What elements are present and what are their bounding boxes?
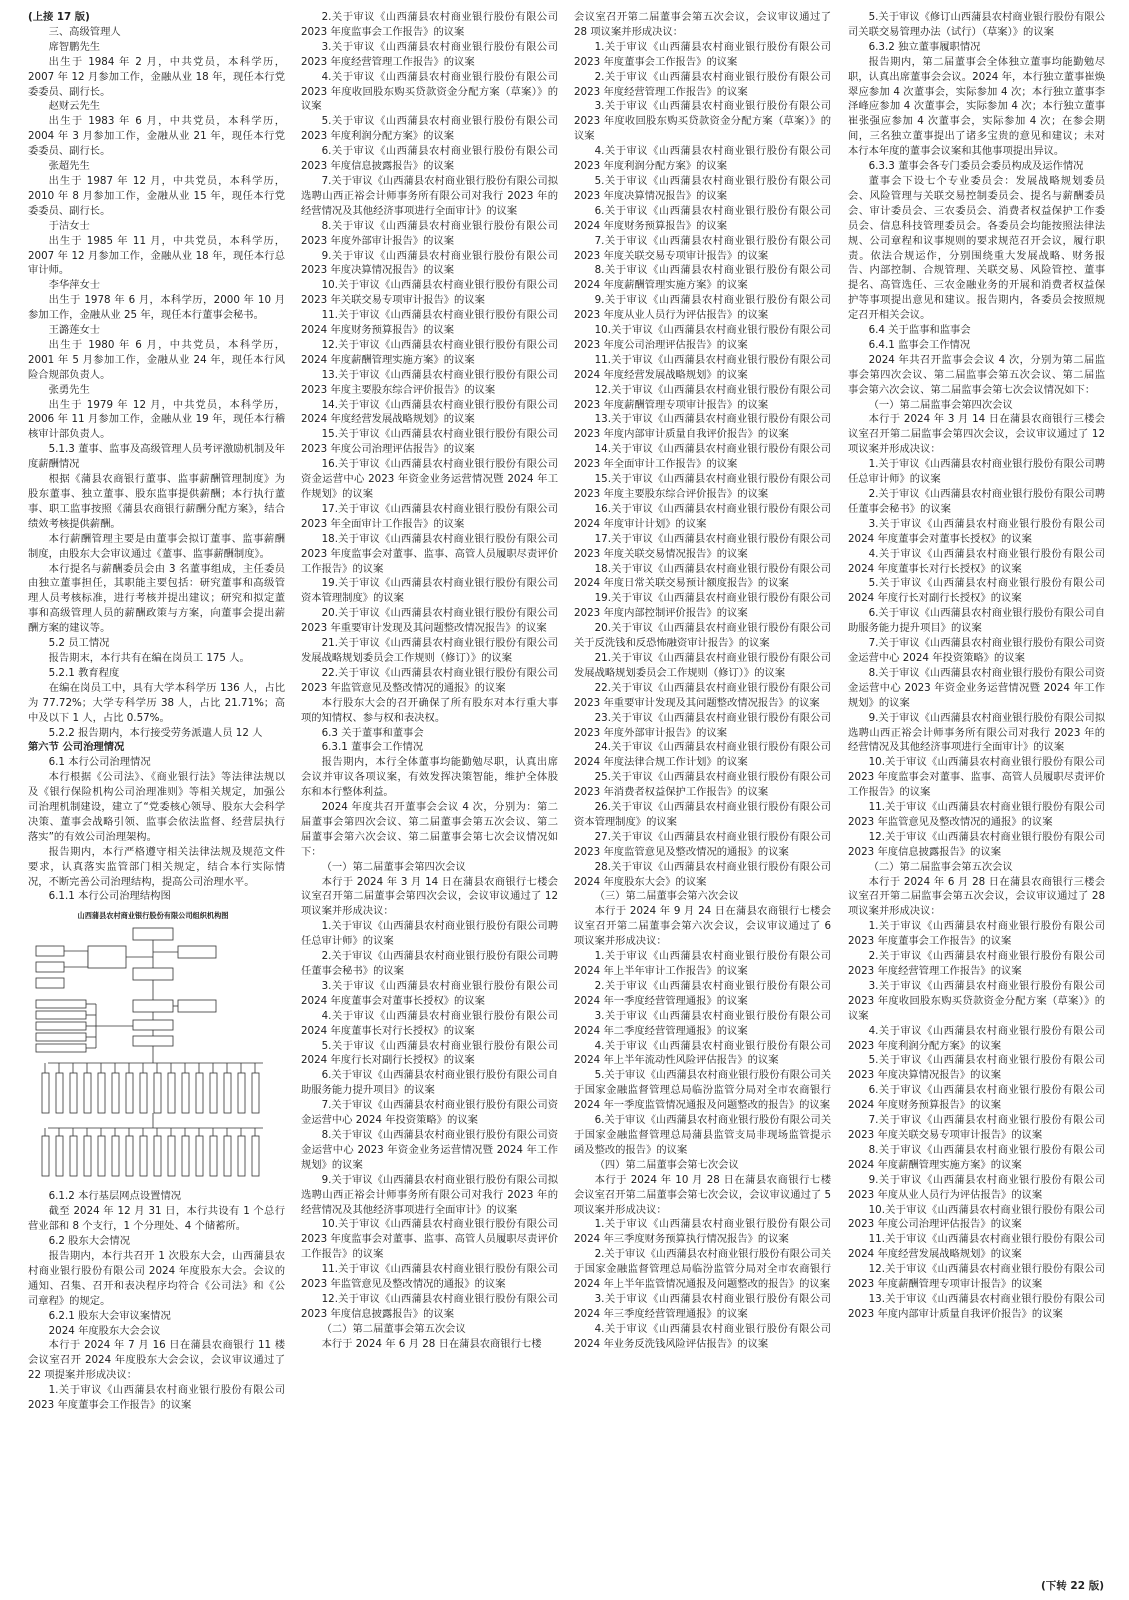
paragraph: 2.关于审议《山西蒲县农村商业银行股份有限公司聘任董事会秘书》的议案 bbox=[301, 950, 558, 977]
org-box-committee bbox=[36, 1000, 86, 1008]
paragraph: 8.关于审议《山西蒲县农村商业银行股份有限公司资金运营中心 2023 年资金业务运营情况暨 2024 年工作规划》的议案 bbox=[848, 666, 1105, 709]
paragraph: 本行于 2024 年 3 月 14 日在蒲县农商银行七楼会议室召开第二届董事会第四次会议，会议审议通过了 12 项议案并形成决议： bbox=[301, 875, 558, 918]
org-box-department bbox=[224, 1073, 231, 1113]
paragraph: 出生于 1978 年 6 月，本科学历，2000 年 10 月参加工作，金融从业 25 年，现任本行董事会秘书。 bbox=[28, 294, 285, 322]
newspaper-page bbox=[28, 10, 1106, 1580]
paragraph: 董事会下设七个专业委员会：发展战略规划委员会、风险管理与关联交易控制委员会、提名与薪酬委员会、审计委员会、三农委员会、消费者权益保护工作委员会、信息科技管理委员会。各委员会均能按照法律法规、公司章程和议事规则的要求规范召开会议，履行职责。依法合规运作，分别围绕重大发展战略、财务报告、内部控制、合规管理、关联交易、风险管控、董事提名、高管选任、三农金融业务的开展和消费者权益保护等事项提出意见和建议。报告期内，各委员会按照规定召开相关会议。 bbox=[848, 174, 1105, 322]
paragraph: 9.关于审议《山西蒲县农村商业银行股份有限公司拟选聘山西正裕会计师事务所有限公司对我行 2023 年的经营情况及其他经济事项进行全面审计》的议案 bbox=[848, 711, 1105, 754]
paragraph: 7.关于审议《山西蒲县农村商业银行股份有限公司资金运营中心 2024 年投资策略》的议案 bbox=[301, 1099, 558, 1127]
paragraph: 12.关于审议《山西蒲县农村商业银行股份有限公司 2023 年度信息披露报告》的议案 bbox=[301, 1292, 558, 1320]
paragraph: 5.关于审议《山西蒲县农村商业银行股份有限公司 2024 年度行长对副行长授权》的议案 bbox=[301, 1039, 558, 1067]
paragraph: 10.关于审议《山西蒲县农村商业银行股份有限公司 2023 年度公司治理评估报告》的议案 bbox=[574, 324, 831, 351]
org-box-branch bbox=[182, 1136, 189, 1176]
org-box-branch bbox=[168, 1136, 175, 1176]
paragraph: 2024 年共召开监事会会议 4 次，分别为第二届监事会第四次会议、第二届监事会第五次会议、第二届监事会第六次会议、第二届监事会第七次会议情况如下： bbox=[848, 353, 1105, 396]
org-box-department bbox=[210, 1073, 217, 1113]
org-box-branch bbox=[140, 1136, 147, 1176]
paragraph: 6.3.3 董事会各专门委员会委员构成及运作情况 bbox=[868, 160, 1084, 173]
org-box-committee bbox=[36, 1022, 86, 1030]
org-box-department bbox=[140, 1073, 147, 1113]
paragraph: 10.关于审议《山西蒲县农村商业银行股份有限公司 2023 年度监事会对董事、监事、高管人员履职尽责评价工作报告》的议案 bbox=[848, 756, 1105, 799]
paragraph: 25.关于审议《山西蒲县农村商业银行股份有限公司 2023 年消费者权益保护工作报告》的议案 bbox=[574, 771, 831, 799]
org-box-president bbox=[133, 1000, 173, 1012]
paragraph: 1.关于审议《山西蒲县农村商业银行股份有限公司 2023 年度董事会工作报告》的议案 bbox=[848, 920, 1105, 948]
org-box-supervisory bbox=[178, 946, 216, 958]
paragraph: 2.关于审议《山西蒲县农村商业银行股份有限公司 2024 年一季度经营管理通报》的议案 bbox=[574, 979, 831, 1007]
paragraph: 15.关于审议《山西蒲县农村商业银行股份有限公司 2023 年度主要股东综合评价报告》的议案 bbox=[574, 473, 831, 500]
paragraph: 2.关于审议《山西蒲县农村商业银行股份有限公司 2023 年度经营管理工作报告》的议案 bbox=[574, 70, 831, 98]
org-box-department bbox=[98, 1073, 105, 1113]
paragraph: 13.关于审议《山西蒲县农村商业银行股份有限公司 2023 年度内部审计质量自我评价报告》的议案 bbox=[848, 1292, 1105, 1320]
paragraph: 11.关于审议《山西蒲县农村商业银行股份有限公司 2023 年监管意见及整改情况的通报》的议案 bbox=[301, 1263, 558, 1291]
paragraph: 张勇先生 bbox=[48, 383, 90, 396]
paragraph: 报告期内，第二届董事会全体独立董事均能勤勉尽职，认真出席董事会会议。2024 年，本行独立董事崔焕翠应参加 4 次董事会，实际参加 4 次；本行独立董事李泽峰应参加 4 次董事会，实际参加 4 次；本行独立董事崔张强应参加 4 次董事会，实际参加 4 次；在参会期间，三名独立董事提出了诸多宝贵的意见和建议；未对本行本年度的董事会议案和其他事项提出异议。 bbox=[848, 55, 1105, 158]
paragraph: 赵财云先生 bbox=[48, 100, 101, 113]
paragraph: 4.关于审议《山西蒲县农村商业银行股份有限公司 2024 年度董事长对行长授权》的议案 bbox=[301, 1009, 558, 1037]
paragraph: 24.关于审议《山西蒲县农村商业银行股份有限公司 2024 年度法律合规工作计划》的议案 bbox=[574, 741, 831, 769]
paragraph: 本行于 2024 年 6 月 28 日在蒲县农商银行七楼 bbox=[321, 1337, 542, 1350]
org-box-department bbox=[252, 1073, 259, 1113]
paragraph: 10.关于审议《山西蒲县农村商业银行股份有限公司 2023 年度公司治理评估报告》的议案 bbox=[848, 1203, 1105, 1231]
paragraph: 23.关于审议《山西蒲县农村商业银行股份有限公司 2023 年度外部审计报告》的议案 bbox=[574, 711, 831, 739]
continued-from-note: (上接 17 版) bbox=[28, 11, 90, 23]
org-box-branch bbox=[84, 1136, 91, 1176]
paragraph: 1.关于审议《山西蒲县农村商业银行股份有限公司 2024 年三季度财务预算执行情况报告》的议案 bbox=[574, 1218, 831, 1246]
org-box-secretary bbox=[178, 1000, 216, 1012]
paragraph: 4.关于审议《山西蒲县农村商业银行股份有限公司 2024 年业务反洗钱风险评估报告》的议案 bbox=[574, 1322, 831, 1350]
paragraph: 7.关于审议《山西蒲县农村商业银行股份有限公司 2023 年度关联交易专项审计报告》的议案 bbox=[574, 234, 831, 262]
paragraph: 出生于 1979 年 12 月，中共党员，本科学历，2006 年 11 月参加工作，金融从业 19 年，现任本行稽核审计部负责人。 bbox=[28, 398, 285, 441]
paragraph: 14.关于审议《山西蒲县农村商业银行股份有限公司 2023 年全面审计工作报告》的议案 bbox=[574, 443, 831, 471]
org-box-committee bbox=[36, 1011, 86, 1019]
paragraph: 报告期内，本行共召开 1 次股东大会，山西蒲县农村商业银行股份有限公司 2024 年度股东大会。会议的通知、召集、召开和表决程序均符合《公司法》和《公司章程》的规定。 bbox=[28, 1250, 285, 1307]
paragraph: 本行于 2024 年 7 月 16 日在蒲县农商银行 11 楼会议室召开 2024 年度股东大会会议，会议审议通过了 22 项提案并形成决议： bbox=[28, 1339, 285, 1382]
paragraph: 27.关于审议《山西蒲县农村商业银行股份有限公司 2023 年度监管意见及整改情况的通报》的议案 bbox=[574, 830, 831, 858]
paragraph: 3.关于审议《山西蒲县农村商业银行股份有限公司 2024 年二季度经营管理通报》的议案 bbox=[574, 1009, 831, 1037]
org-box-department bbox=[56, 1073, 63, 1113]
paragraph: 4.关于审议《山西蒲县农村商业银行股份有限公司 2024 年度董事长对行长授权》的议案 bbox=[848, 547, 1105, 575]
paragraph: 11.关于审议《山西蒲县农村商业银行股份有限公司 2024 年度经营发展战略规划》的议案 bbox=[848, 1233, 1105, 1261]
paragraph: 4.关于审议《山西蒲县农村商业银行股份有限公司 2023 年度利润分配方案》的议案 bbox=[574, 145, 831, 173]
org-box-committee bbox=[36, 1033, 86, 1041]
org-box-branch bbox=[196, 1136, 203, 1176]
org-box-branch bbox=[210, 1136, 217, 1176]
paragraph: 14.关于审议《山西蒲县农村商业银行股份有限公司 2024 年度经营发展战略规划》的议案 bbox=[301, 398, 558, 426]
paragraph: 6.关于审议《山西蒲县农村商业银行股份有限公司关于国家金融监督管理总局蒲县监管支局非现场监管提示函及整改的报告》的议案 bbox=[574, 1114, 831, 1156]
paragraph: 6.2 股东大会情况 bbox=[48, 1235, 131, 1248]
paragraph: 本行股东大会的召开确保了所有股东对本行重大事项的知情权、参与权和表决权。 bbox=[301, 696, 558, 724]
paragraph: 3.关于审议《山西蒲县农村商业银行股份有限公司 2023 年度经营管理工作报告》的议案 bbox=[301, 40, 558, 68]
paragraph: 6.1.2 本行基层网点设置情况 bbox=[48, 1190, 182, 1203]
paragraph: 席智鹏先生 bbox=[48, 40, 101, 53]
paragraph: 26.关于审议《山西蒲县农村商业银行股份有限公司资本管理制度》的议案 bbox=[574, 801, 831, 828]
paragraph: 5.关于审议《山西蒲县农村商业银行股份有限公司 2024 年度行长对副行长授权》的议案 bbox=[848, 577, 1105, 605]
paragraph: （三）第二届董事会第六次会议 bbox=[594, 890, 739, 903]
paragraph: 1.关于审议《山西蒲县农村商业银行股份有限公司聘任总审计师》的议案 bbox=[848, 458, 1105, 486]
paragraph: 根据《蒲县农商银行董事、监事薪酬管理制度》为股东董事、独立董事、股东监事提供薪酬；本行执行董事、职工监事按照《蒲县农商银行薪酬分配方案》，结合绩效考核提供薪酬。 bbox=[28, 473, 285, 530]
paragraph: 18.关于审议《山西蒲县农村商业银行股份有限公司 2024 年度日常关联交易预计额度报告》的议案 bbox=[574, 562, 831, 590]
paragraph: 本行于 2024 年 9 月 24 日在蒲县农商银行七楼会议室召开第二届董事会第六次会议，会议审议通过了 6 项议案并形成决议： bbox=[574, 905, 831, 948]
paragraph: 6.关于审议《山西蒲县农村商业银行股份有限公司 2023 年度信息披露报告》的议案 bbox=[301, 145, 558, 173]
paragraph: 8.关于审议《山西蒲县农村商业银行股份有限公司 2024 年度薪酬管理实施方案》的议案 bbox=[848, 1143, 1105, 1171]
org-chart bbox=[28, 908, 278, 1183]
paragraph: 11.关于审议《山西蒲县农村商业银行股份有限公司 2024 年度财务预算报告》的议案 bbox=[301, 309, 558, 337]
paragraph: 2.关于审议《山西蒲县农村商业银行股份有限公司 2023 年度监事会工作报告》的议案 bbox=[301, 11, 558, 38]
paragraph: 6.3.2 独立董事履职情况 bbox=[868, 40, 981, 53]
paragraph: 7.关于审议《山西蒲县农村商业银行股份有限公司 2023 年度关联交易专项审计报告》的议案 bbox=[848, 1114, 1105, 1141]
paragraph: 9.关于审议《山西蒲县农村商业银行股份有限公司 2023 年度决算情况报告》的议案 bbox=[301, 249, 558, 277]
paragraph: 21.关于审议《山西蒲县农村商业银行股份有限公司发展战略规划委员会工作规则（修订）》的议案 bbox=[301, 637, 558, 664]
org-box-department bbox=[42, 1073, 49, 1113]
paragraph: 6.关于审议《山西蒲县农村商业银行股份有限公司自助服务能力提升项目》的议案 bbox=[848, 607, 1105, 635]
org-box-department bbox=[154, 1073, 161, 1113]
column-2 bbox=[301, 10, 558, 1580]
org-box-department bbox=[112, 1073, 119, 1113]
org-box-left-c bbox=[36, 978, 64, 988]
paragraph: 三、高级管理人 bbox=[48, 25, 121, 38]
paragraph: 报告期末，本行共有在编在岗员工 175 人。 bbox=[48, 651, 250, 664]
org-box-committee bbox=[36, 1044, 86, 1052]
paragraph: 5.2.1 教育程度 bbox=[48, 666, 120, 679]
paragraph: 2.关于审议《山西蒲县农村商业银行股份有限公司聘任董事会秘书》的议案 bbox=[848, 488, 1105, 515]
org-box-department bbox=[168, 1073, 175, 1113]
paragraph: 21.关于审议《山西蒲县农村商业银行股份有限公司发展战略规划委员会工作规则（修订）》的议案 bbox=[574, 651, 831, 679]
paragraph: 6.关于审议《山西蒲县农村商业银行股份有限公司自助服务能力提升项目》的议案 bbox=[301, 1069, 558, 1097]
paragraph: 出生于 1983 年 6 月，中共党员，本科学历，2004 年 3 月参加工作，金融从业 21 年，现任本行党委委员、副行长。 bbox=[28, 115, 285, 158]
paragraph: 11.关于审议《山西蒲县农村商业银行股份有限公司 2023 年监管意见及整改情况的通报》的议案 bbox=[848, 801, 1105, 828]
paragraph: 第六节 公司治理情况 bbox=[28, 741, 125, 754]
paragraph: 5.2.2 报告期内，本行接受劳务派遣人员 12 人 bbox=[48, 726, 263, 739]
paragraph: 9.关于审议《山西蒲县农村商业银行股份有限公司 2023 年度从业人员行为评估报告》的议案 bbox=[848, 1173, 1105, 1201]
paragraph: 4.关于审议《山西蒲县农村商业银行股份有限公司 2023 年度利润分配方案》的议案 bbox=[848, 1024, 1105, 1052]
org-box-branch bbox=[252, 1136, 259, 1176]
paragraph: 6.1.1 本行公司治理结构图 bbox=[48, 890, 171, 903]
paragraph: 本行于 2024 年 10 月 28 日在蒲县农商银行七楼会议室召开第二届董事会第七次会议，会议审议通过了 5 项议案并形成决议： bbox=[574, 1173, 831, 1216]
paragraph: 5.关于审议《山西蒲县农村商业银行股份有限公司 2023 年度利润分配方案》的议案 bbox=[301, 115, 558, 143]
paragraph: 13.关于审议《山西蒲县农村商业银行股份有限公司 2023 年度主要股东综合评价报告》的议案 bbox=[301, 368, 558, 396]
paragraph: 4.关于审议《山西蒲县农村商业银行股份有限公司 2024 年上半年流动性风险评估报告》的议案 bbox=[574, 1039, 831, 1067]
paragraph: 6.3.1 董事会工作情况 bbox=[321, 741, 424, 754]
paragraph: 12.关于审议《山西蒲县农村商业银行股份有限公司 2023 年度信息披露报告》的议案 bbox=[848, 830, 1105, 858]
org-box-board bbox=[133, 968, 173, 980]
paragraph: 22.关于审议《山西蒲县农村商业银行股份有限公司 2023 年监管意见及整改情况的通报》的议案 bbox=[301, 666, 558, 694]
org-box-branch bbox=[42, 1136, 49, 1176]
paragraph: （二）第二届董事会第五次会议 bbox=[321, 1322, 466, 1335]
paragraph: 1.关于审议《山西蒲县农村商业银行股份有限公司 2023 年度董事会工作报告》的议案 bbox=[574, 40, 831, 68]
paragraph: 12.关于审议《山西蒲县农村商业银行股份有限公司 2023 年度薪酬管理专项审计报告》的议案 bbox=[848, 1263, 1105, 1291]
paragraph: 5.关于审议《山西蒲县农村商业银行股份有限公司 2023 年度决算情况报告》的议案 bbox=[574, 174, 831, 202]
paragraph: 6.关于审议《山西蒲县农村商业银行股份有限公司 2024 年度财务预算报告》的议案 bbox=[848, 1084, 1105, 1112]
paragraph: 7.关于审议《山西蒲县农村商业银行股份有限公司资金运营中心 2024 年投资策略》的议案 bbox=[848, 637, 1105, 664]
org-box-branch bbox=[98, 1136, 105, 1176]
paragraph: 7.关于审议《山西蒲县农村商业银行股份有限公司拟选聘山西正裕会计师事务所有限公司对我行 2023 年的经营情况及其他经济事项进行全面审计》的议案 bbox=[301, 174, 558, 217]
paragraph: 本行根据《公司法》、《商业银行法》等法律法规以及《银行保险机构公司治理准则》等相关规定，加强公司治理机制建设，建立了“党委核心领导、股东大会科学决策、董事会战略引领、监事会依法监督、经营层执行落实”的有效公司治理架构。 bbox=[28, 771, 285, 843]
paragraph: （二）第二届监事会第五次会议 bbox=[868, 860, 1013, 873]
paragraph: 李华萍女士 bbox=[48, 279, 101, 292]
org-box-branch bbox=[154, 1136, 161, 1176]
org-box-department bbox=[70, 1073, 77, 1113]
paragraph: 报告期内，本行全体董事均能勤勉尽职，认真出席会议并审议各项议案，有效发挥决策智能，维护全体股东和本行整体利益。 bbox=[301, 756, 558, 799]
paragraph: 会议室召开第二届董事会第五次会议，会议审议通过了 28 项议案并形成决议： bbox=[574, 11, 831, 38]
paragraph: 5.1.3 董事、监事及高级管理人员考评激励机制及年度薪酬情况 bbox=[28, 443, 285, 471]
paragraph: 3.关于审议《山西蒲县农村商业银行股份有限公司 2023 年度收回股东购买贷款资金分配方案（草案）》的议案 bbox=[574, 100, 831, 143]
paragraph: 3.关于审议《山西蒲县农村商业银行股份有限公司 2024 年度董事会对董事长授权》的议案 bbox=[848, 517, 1105, 545]
paragraph: 出生于 1987 年 12 月，中共党员，本科学历，2010 年 8 月参加工作，金融从业 15 年，现任本行党委委员、副行长。 bbox=[28, 174, 285, 217]
paragraph: 5.关于审议《修订山西蒲县农村商业银行股份有限公司关联交易管理办法（试行）（草案）》的议案 bbox=[848, 11, 1105, 38]
paragraph: 16.关于审议《山西蒲县农村商业银行股份有限公司资金运营中心 2023 年资金业务运营情况暨 2024 年工作规划》的议案 bbox=[301, 458, 558, 500]
paragraph: 8.关于审议《山西蒲县农村商业银行股份有限公司 2024 年度薪酬管理实施方案》的议案 bbox=[574, 264, 831, 292]
paragraph: 1.关于审议《山西蒲县农村商业银行股份有限公司聘任总审计师》的议案 bbox=[301, 920, 558, 948]
org-box-vice-president bbox=[133, 1020, 173, 1030]
paragraph: 3.关于审议《山西蒲县农村商业银行股份有限公司 2023 年度收回股东购买贷款资金分配方案（草案）》的议案 bbox=[848, 979, 1105, 1022]
paragraph: 3.关于审议《山西蒲县农村商业银行股份有限公司 2024 年度董事会对董事长授权》的议案 bbox=[301, 979, 558, 1007]
paragraph: 19.关于审议《山西蒲县农村商业银行股份有限公司资本管理制度》的议案 bbox=[301, 577, 558, 605]
paragraph: 13.关于审议《山西蒲县农村商业银行股份有限公司 2023 年度内部审计质量自我评价报告》的议案 bbox=[574, 413, 831, 441]
org-box-left-a bbox=[36, 946, 64, 956]
org-box-department bbox=[238, 1073, 245, 1113]
paragraph: 1.关于审议《山西蒲县农村商业银行股份有限公司 2024 年上半年审计工作报告》的议案 bbox=[574, 950, 831, 977]
paragraph: 张超先生 bbox=[48, 160, 90, 173]
paragraph: 4.关于审议《山西蒲县农村商业银行股份有限公司 2023 年度收回股东购买贷款资金分配方案（草案）》的议案 bbox=[301, 70, 558, 113]
paragraph: 10.关于审议《山西蒲县农村商业银行股份有限公司 2023 年关联交易专项审计报告》的议案 bbox=[301, 279, 558, 307]
paragraph: 6.4 关于监事和监事会 bbox=[868, 324, 971, 337]
org-box-party-committee bbox=[88, 946, 126, 968]
org-chart-title: 山西蒲县农村商业银行股份有限公司组织机构图 bbox=[77, 911, 229, 921]
org-box-department bbox=[182, 1073, 189, 1113]
paragraph: 6.3 关于董事和董事会 bbox=[321, 726, 424, 739]
org-box-branch bbox=[56, 1136, 63, 1176]
paragraph: 18.关于审议《山西蒲县农村商业银行股份有限公司 2023 年度监事会对董事、监事、高管人员履职尽责评价工作报告》的议案 bbox=[301, 532, 558, 575]
org-box-chief-auditor bbox=[133, 1036, 173, 1046]
paragraph: 8.关于审议《山西蒲县农村商业银行股份有限公司 2023 年度外部审计报告》的议案 bbox=[301, 219, 558, 247]
paragraph: 2024 年度共召开董事会会议 4 次，分别为：第二届董事会第四次会议、第二届董事会第五次会议、第二届董事会第六次会议、第二届董事会第七次会议情况如下： bbox=[301, 801, 558, 858]
org-box-branch bbox=[224, 1136, 231, 1176]
paragraph: 出生于 1985 年 11 月，中共党员，本科学历，2007 年 12 月参加工作，金融从业 18 年，现任本行总审计师。 bbox=[28, 234, 285, 277]
column-3 bbox=[574, 10, 831, 1580]
paragraph: 5.关于审议《山西蒲县农村商业银行股份有限公司 2023 年度决算情况报告》的议案 bbox=[848, 1054, 1105, 1082]
paragraph: 1.关于审议《山西蒲县农村商业银行股份有限公司 2023 年度董事会工作报告》的议案 bbox=[28, 1384, 285, 1412]
org-box-shareholders bbox=[133, 928, 173, 940]
paragraph: 报告期内，本行严格遵守相关法律法规及规范文件要求，认真落实监管部门相关规定，结合本行实际情况，不断完善公司治理结构，提高公司治理水平。 bbox=[28, 845, 285, 888]
paragraph: 22.关于审议《山西蒲县农村商业银行股份有限公司 2023 年重要审计发现及其问题整改情况报告》的议案 bbox=[574, 681, 831, 709]
paragraph: 本行于 2024 年 6 月 28 日在蒲县农商银行三楼会议室召开第二届监事会第五次会议，会议审议通过了 28 项议案并形成决议： bbox=[848, 875, 1105, 918]
paragraph: 20.关于审议《山西蒲县农村商业银行股份有限公司 2023 年重要审计发现及其问题整改情况报告》的议案 bbox=[301, 607, 558, 635]
paragraph: 2024 年度股东大会会议 bbox=[48, 1324, 161, 1337]
paragraph: 15.关于审议《山西蒲县农村商业银行股份有限公司 2023 年度公司治理评估报告》的议案 bbox=[301, 428, 558, 456]
paragraph: 19.关于审议《山西蒲县农村商业银行股份有限公司 2023 年度内部控制评价报告》的议案 bbox=[574, 592, 831, 620]
paragraph: 12.关于审议《山西蒲县农村商业银行股份有限公司 2023 年度薪酬管理专项审计报告》的议案 bbox=[574, 383, 831, 411]
paragraph: 2.关于审议《山西蒲县农村商业银行股份有限公司 2023 年度经营管理工作报告》的议案 bbox=[848, 950, 1105, 977]
paragraph: 截至 2024 年 12 月 31 日，本行共设有 1 个总行营业部和 8 个支行，1 个分理处、4 个储蓄所。 bbox=[28, 1205, 285, 1233]
paragraph: （一）第二届董事会第四次会议 bbox=[321, 860, 466, 873]
paragraph: 出生于 1984 年 2 月，中共党员，本科学历，2007 年 12 月参加工作，金融从业 18 年，现任本行党委委员、副行长。 bbox=[28, 55, 285, 98]
paragraph: 16.关于审议《山西蒲县农村商业银行股份有限公司 2024 年度审计计划》的议案 bbox=[574, 502, 831, 530]
paragraph: （四）第二届董事会第七次会议 bbox=[594, 1158, 739, 1171]
org-box-department bbox=[196, 1073, 203, 1113]
paragraph: 5.关于审议《山西蒲县农村商业银行股份有限公司关于国家金融监督管理总局临汾监管分局对全市农商银行 2024 年一季度监管情况通报及问题整改的报告》的议案 bbox=[574, 1069, 831, 1112]
column-4 bbox=[848, 10, 1105, 1580]
paragraph: 在编在岗员工中，具有大学本科学历 136 人，占比为 77.72%；大学专科学历 38 人，占比 21.71%；高中及以下 1 人，占比 0.57%。 bbox=[28, 681, 285, 724]
paragraph: 17.关于审议《山西蒲县农村商业银行股份有限公司 2023 年全面审计工作报告》的议案 bbox=[301, 502, 558, 530]
paragraph: 10.关于审议《山西蒲县农村商业银行股份有限公司 2023 年度监事会对董事、监事、高管人员履职尽责评价工作报告》的议案 bbox=[301, 1218, 558, 1261]
paragraph: 12.关于审议《山西蒲县农村商业银行股份有限公司 2024 年度薪酬管理实施方案》的议案 bbox=[301, 338, 558, 366]
paragraph: 28.关于审议《山西蒲县农村商业银行股份有限公司 2024 年度股东大会》的议案 bbox=[574, 860, 831, 888]
paragraph: 本行提名与薪酬委员会由 3 名董事组成，主任委员由独立董事担任，其职能主要包括：研究董事和高级管理人员考核标准，进行考核并提出建议；研究和拟定董事和高级管理人员的薪酬政策与方案，向董事会提出薪酬方案的建议等。 bbox=[28, 562, 285, 635]
paragraph: 2.关于审议《山西蒲县农村商业银行股份有限公司关于国家金融监督管理总局临汾监管分局对全市农商银行 2024 年上半年监管情况通报及问题整改的报告》的议案 bbox=[574, 1248, 831, 1291]
paragraph: 8.关于审议《山西蒲县农村商业银行股份有限公司资金运营中心 2023 年资金业务运营情况暨 2024 年工作规划》的议案 bbox=[301, 1128, 558, 1171]
paragraph: 出生于 1980 年 6 月，中共党员，本科学历，2001 年 5 月参加工作，金融从业 24 年，现任本行风险合规部负责人。 bbox=[28, 338, 285, 381]
paragraph: 20.关于审议《山西蒲县农村商业银行股份有限公司关于反洗钱和反恐怖融资审计报告》的议案 bbox=[574, 622, 831, 650]
org-box-branch bbox=[70, 1136, 77, 1176]
paragraph: 5.2 员工情况 bbox=[48, 637, 110, 650]
paragraph: 6.4.1 监事会工作情况 bbox=[868, 338, 971, 351]
paragraph: 王潞莲女士 bbox=[48, 324, 101, 337]
org-box-left-b bbox=[36, 962, 64, 972]
org-box-department bbox=[84, 1073, 91, 1113]
paragraph: 6.1 本行公司治理情况 bbox=[48, 756, 151, 769]
paragraph: 9.关于审议《山西蒲县农村商业银行股份有限公司 2023 年度从业人员行为评估报告》的议案 bbox=[574, 294, 831, 322]
paragraph: 本行薪酬管理主要是由董事会拟订董事、监事薪酬制度，由股东大会审议通过《董事、监事薪酬制度》。 bbox=[28, 532, 285, 560]
paragraph: （一）第二届监事会第四次会议 bbox=[868, 398, 1013, 411]
paragraph: 本行于 2024 年 3 月 14 日在蒲县农商银行三楼会议室召开第二届监事会第四次会议，会议审议通过了 12 项议案并形成决议： bbox=[848, 413, 1105, 456]
paragraph: 11.关于审议《山西蒲县农村商业银行股份有限公司 2024 年度经营发展战略规划》的议案 bbox=[574, 353, 831, 381]
org-box-department bbox=[126, 1073, 133, 1113]
org-box-branch bbox=[112, 1136, 119, 1176]
paragraph: 9.关于审议《山西蒲县农村商业银行股份有限公司拟选聘山西正裕会计师事务所有限公司对我行 2023 年的经营情况及其他经济事项进行全面审计》的议案 bbox=[301, 1173, 558, 1216]
column-1 bbox=[28, 10, 285, 1580]
paragraph: 于洁女士 bbox=[48, 219, 90, 232]
org-box-branch bbox=[238, 1136, 245, 1176]
paragraph: 6.2.1 股东大会审议案情况 bbox=[48, 1309, 171, 1322]
paragraph: 6.关于审议《山西蒲县农村商业银行股份有限公司 2024 年度财务预算报告》的议案 bbox=[574, 204, 831, 232]
org-box-branch bbox=[126, 1136, 133, 1176]
paragraph: 3.关于审议《山西蒲县农村商业银行股份有限公司 2024 年三季度经营管理通报》的议案 bbox=[574, 1292, 831, 1320]
paragraph: 17.关于审议《山西蒲县农村商业银行股份有限公司 2023 年度关联交易情况报告》的议案 bbox=[574, 532, 831, 560]
continued-to-note: (下转 22 版) bbox=[1040, 1580, 1104, 1592]
